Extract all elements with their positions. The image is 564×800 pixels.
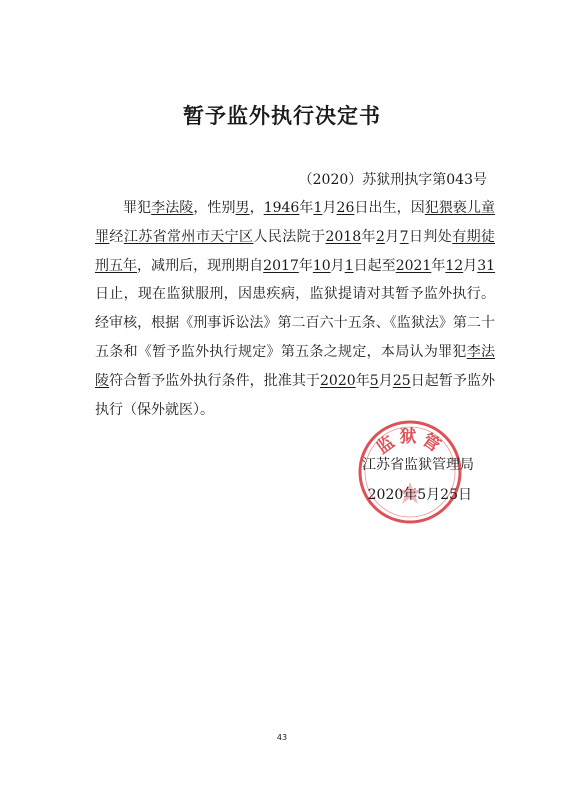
sentence-value: 有期徒刑五年 [95,228,496,274]
judgment-year: 2018 [325,228,362,245]
judgment-day: 7 [399,228,409,245]
term-end-month: 12 [445,257,464,274]
issue-date: 2020年5月25日 [367,487,472,503]
body-text-segment: 月 [330,257,345,274]
body-text-segment: ， [249,200,264,216]
body-text-segment: 月 [463,257,478,274]
crime-value: 犯猥亵儿童罪 [95,200,496,245]
body-text-segment: 年 [431,257,446,274]
body-text-segment: 经 [109,228,124,245]
issuing-authority: 江苏省监狱管理局 [362,457,474,473]
decision-year: 2020 [320,372,356,389]
body-text-segment: 日判处 [408,228,453,245]
body-text-segment: 日起暂予监外执行（保外就医）。 [95,372,496,418]
body-text-segment: 月 [378,372,393,389]
gender-value: 男 [235,200,250,216]
body-text-segment: 罪犯 [123,200,152,216]
body-text-segment: 人民法院于 [253,228,326,245]
body-text-segment: ，减刑后，现刑期自 [137,257,264,274]
body-text-segment: 日起至 [353,257,396,274]
term-start-year: 2017 [263,257,299,274]
birth-month: 1 [313,200,323,216]
court-value: 江苏省常州市天宁区 [123,228,254,245]
body-text-segment: 年 [298,257,313,274]
body-text-segment: 年 [355,372,370,389]
body-text-segment: 年 [361,228,376,245]
body-text-segment: ，性别 [193,200,236,216]
term-end-day: 31 [477,257,496,274]
judgment-month: 2 [375,228,385,245]
page-number: 43 [276,733,288,742]
seal-text: 监狱管 [373,427,447,459]
term-start-month: 10 [312,257,331,274]
document-number: （2020）苏狱刑执字第043号 [298,172,487,188]
prisoner-name: 李法陵 [151,200,194,216]
birth-day: 26 [336,200,355,216]
document-title: 暂予监外执行决定书 [183,104,381,128]
body-text-segment: 月 [384,228,400,245]
prisoner-name: 李法陵 [95,343,495,389]
body-text-segment: 日止，现在监狱服刑，因患疾病，监狱提请对其暂予监外执行。经审核，根据《刑事诉讼法》第二百六十五条、《监狱法》第二十五条和《暂予监外执行规定》第五条之规定，本局认为罪犯 [95,286,495,360]
decision-day: 25 [392,372,411,389]
term-start-day: 1 [344,257,354,274]
body-text-segment: 年 [299,200,314,216]
decision-month: 5 [369,372,379,389]
term-end-year: 2021 [395,257,432,274]
birth-year: 1946 [263,200,300,216]
body-text-segment: 日出生，因 [354,200,425,216]
body-text-segment: 符合暂予监外执行条件，批准其于 [109,372,320,389]
body-text-segment: 月 [322,200,337,216]
decision-body [95,194,495,424]
